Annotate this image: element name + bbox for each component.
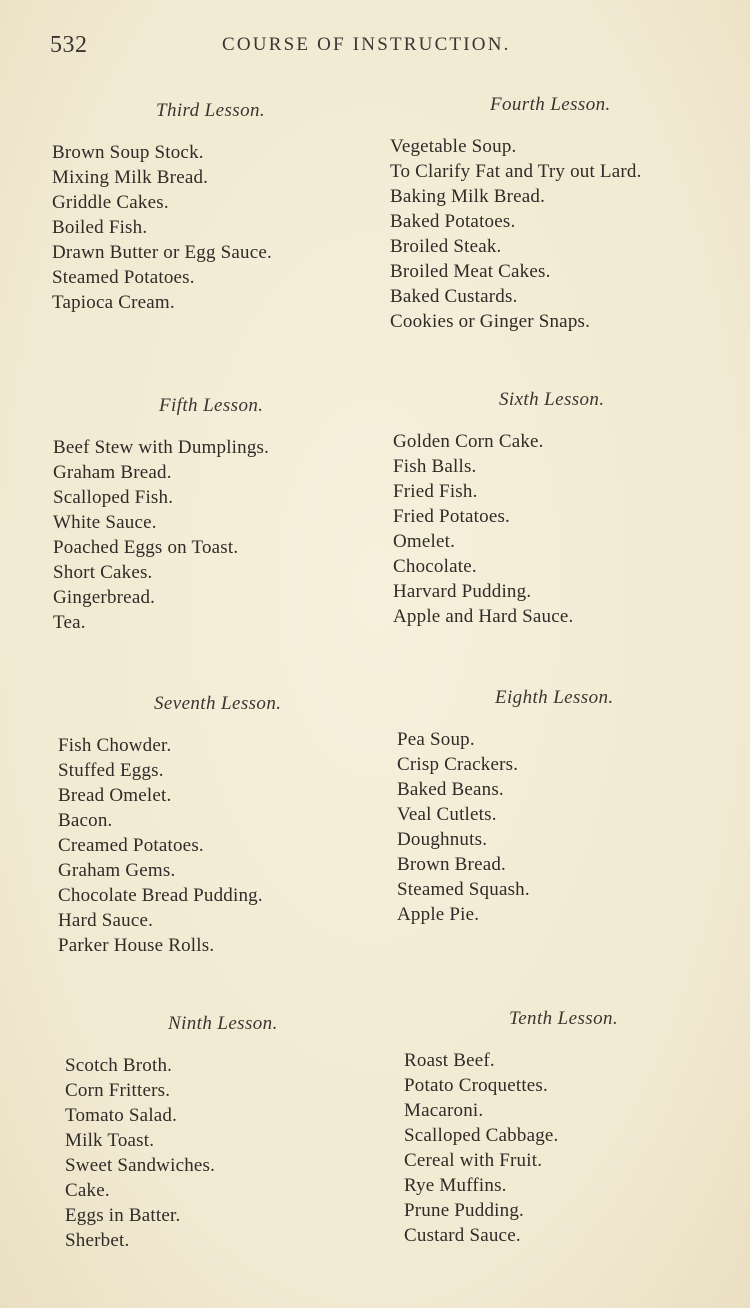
lesson-item: Crisp Crackers. — [397, 754, 519, 775]
lesson-ninth — [65, 1013, 395, 1253]
lesson-item: Boiled Fish. — [52, 217, 148, 238]
page-number: 532 — [50, 32, 88, 58]
lesson-item: Rye Muffins. — [404, 1175, 507, 1196]
running-head: COURSE OF INSTRUCTION. — [222, 34, 511, 55]
lesson-item: Griddle Cakes. — [52, 192, 169, 213]
lesson-item: Golden Corn Cake. — [393, 431, 544, 452]
lesson-item: Mixing Milk Bread. — [52, 167, 209, 188]
lesson-item: Bread Omelet. — [58, 785, 172, 806]
lesson-item: Brown Soup Stock. — [52, 142, 204, 163]
lesson-item-list — [390, 134, 720, 334]
lesson-title: Fourth Lesson. — [490, 94, 611, 115]
lesson-item: Corn Fritters. — [65, 1080, 171, 1101]
lesson-item: Poached Eggs on Toast. — [53, 537, 239, 558]
lesson-item: Baked Beans. — [397, 779, 504, 800]
lesson-item: Apple Pie. — [397, 904, 480, 925]
lesson-item: Vegetable Soup. — [390, 136, 517, 157]
lesson-seventh — [58, 693, 388, 958]
lesson-item: Pea Soup. — [397, 729, 475, 750]
lesson-item: Tomato Salad. — [65, 1105, 178, 1126]
lesson-item: Prune Pudding. — [404, 1200, 524, 1221]
lesson-item: Macaroni. — [404, 1100, 484, 1121]
lesson-item: Cereal with Fruit. — [404, 1150, 543, 1171]
lesson-item: Short Cakes. — [53, 562, 153, 583]
lesson-item: Doughnuts. — [397, 829, 488, 850]
lesson-item: Scalloped Fish. — [53, 487, 174, 508]
lesson-item: Creamed Potatoes. — [58, 835, 204, 856]
lesson-item: Beef Stew with Dumplings. — [53, 437, 270, 458]
lesson-item: Fried Fish. — [393, 481, 478, 502]
lesson-item: Broiled Steak. — [390, 236, 502, 257]
lesson-item-list — [404, 1048, 734, 1248]
lesson-item: White Sauce. — [53, 512, 157, 533]
lesson-item: Roast Beef. — [404, 1050, 495, 1071]
lesson-item: Baked Potatoes. — [390, 211, 516, 232]
lesson-item-list — [53, 435, 383, 635]
lesson-item-list — [65, 1053, 395, 1253]
lesson-item: Brown Bread. — [397, 854, 506, 875]
lesson-item: Potato Croquettes. — [404, 1075, 548, 1096]
lesson-item: Tea. — [53, 612, 86, 633]
lesson-item: Cake. — [65, 1180, 110, 1201]
lesson-fourth — [390, 94, 720, 334]
lesson-item: Chocolate. — [393, 556, 477, 577]
lesson-item: To Clarify Fat and Try out Lard. — [390, 161, 642, 182]
lesson-item: Parker House Rolls. — [58, 935, 215, 956]
lesson-item: Broiled Meat Cakes. — [390, 261, 551, 282]
lesson-item: Cookies or Ginger Snaps. — [390, 311, 591, 332]
lesson-tenth — [404, 1008, 734, 1248]
lesson-item: Steamed Potatoes. — [52, 267, 195, 288]
lesson-item: Fried Potatoes. — [393, 506, 510, 527]
lesson-item: Drawn Butter or Egg Sauce. — [52, 242, 272, 263]
lesson-item: Veal Cutlets. — [397, 804, 497, 825]
lesson-item: Baking Milk Bread. — [390, 186, 546, 207]
lesson-item: Fish Balls. — [393, 456, 477, 477]
lesson-item: Custard Sauce. — [404, 1225, 521, 1246]
lesson-title: Third Lesson. — [156, 100, 266, 121]
lesson-title: Seventh Lesson. — [154, 693, 282, 714]
lesson-item-list — [52, 140, 382, 315]
lesson-third — [52, 100, 382, 315]
lesson-item: Tapioca Cream. — [52, 292, 175, 313]
lesson-item: Gingerbread. — [53, 587, 156, 608]
lesson-title: Eighth Lesson. — [495, 687, 614, 708]
lesson-item: Apple and Hard Sauce. — [393, 606, 574, 627]
lesson-item: Fish Chowder. — [58, 735, 172, 756]
lesson-item: Stuffed Eggs. — [58, 760, 164, 781]
lesson-item: Chocolate Bread Pudding. — [58, 885, 263, 906]
lesson-item: Milk Toast. — [65, 1130, 155, 1151]
lesson-item-list — [397, 727, 727, 927]
lesson-item: Graham Gems. — [58, 860, 176, 881]
lesson-item: Bacon. — [58, 810, 113, 831]
lesson-item: Steamed Squash. — [397, 879, 530, 900]
lesson-item: Graham Bread. — [53, 462, 172, 483]
lesson-item: Hard Sauce. — [58, 910, 154, 931]
lesson-sixth — [393, 389, 723, 629]
lesson-title: Fifth Lesson. — [159, 395, 264, 416]
lesson-title: Tenth Lesson. — [509, 1008, 619, 1029]
lesson-title: Sixth Lesson. — [499, 389, 605, 410]
lesson-item: Omelet. — [393, 531, 456, 552]
lesson-item: Scalloped Cabbage. — [404, 1125, 559, 1146]
lesson-title: Ninth Lesson. — [168, 1013, 278, 1034]
lesson-fifth — [53, 395, 383, 635]
lesson-item: Sweet Sandwiches. — [65, 1155, 216, 1176]
lesson-eighth — [397, 687, 727, 927]
lesson-item-list — [393, 429, 723, 629]
lesson-item: Baked Custards. — [390, 286, 518, 307]
lesson-item: Eggs in Batter. — [65, 1205, 181, 1226]
lesson-item: Sherbet. — [65, 1230, 130, 1251]
lesson-item: Scotch Broth. — [65, 1055, 173, 1076]
lesson-item: Harvard Pudding. — [393, 581, 532, 602]
lesson-item-list — [58, 733, 388, 958]
